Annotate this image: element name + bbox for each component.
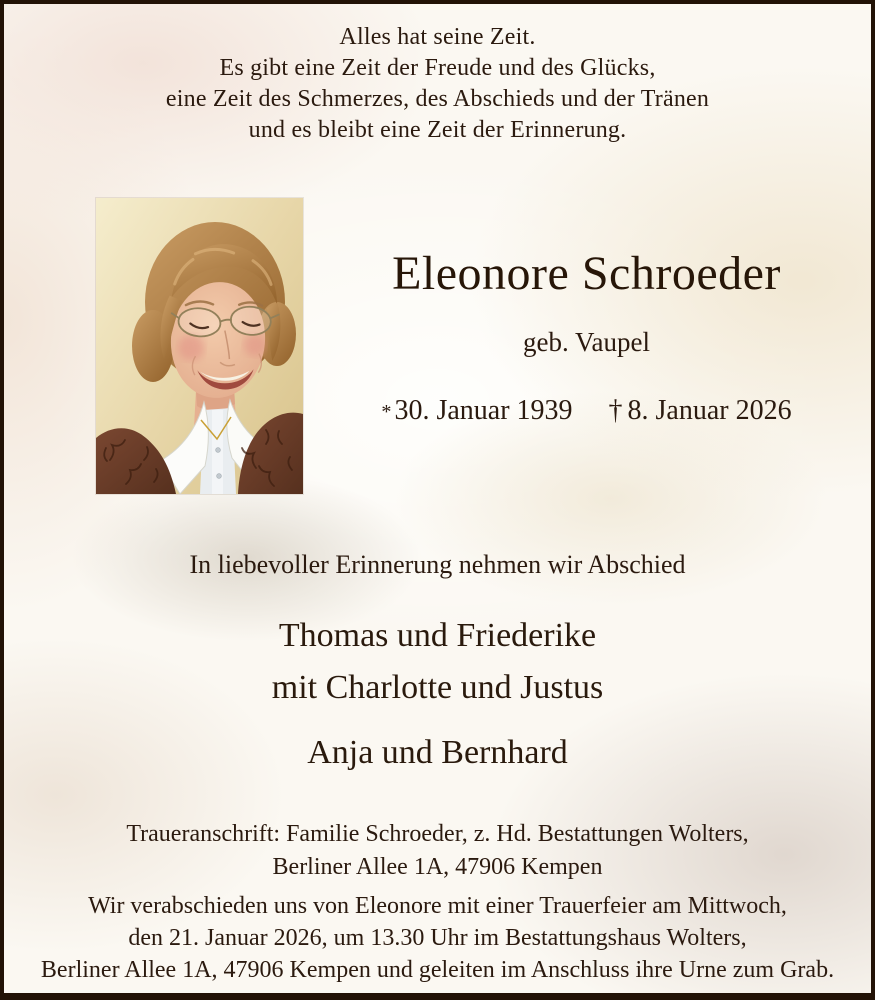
mourner-line: Anja und Bernhard: [307, 734, 568, 771]
death-cross-icon: †: [608, 394, 623, 426]
mourning-address-line: Traueranschrift: Familie Schroeder, z. Hd. Bestattungen Wolters,: [126, 821, 749, 847]
mourner-line: Thomas und Friederike: [278, 617, 597, 654]
maiden-name: geb. Vaupel: [523, 326, 650, 357]
life-dates: [334, 395, 839, 427]
funeral-info-line: Wir verabschieden uns von Eleonore mit einer Trauerfeier am Mittwoch,: [88, 893, 787, 919]
funeral-info: [4, 890, 871, 986]
poem-line: Es gibt eine Zeit der Freude und des Glücks,: [219, 55, 656, 81]
mourning-address: [4, 818, 871, 884]
deceased-name: Eleonore Schroeder: [392, 247, 781, 300]
mourners-block: [4, 616, 871, 773]
funeral-info-line: den 21. Januar 2026, um 13.30 Uhr im Bestattungshaus Wolters,: [128, 925, 747, 951]
mourner-line: mit Charlotte und Justus: [271, 669, 604, 706]
mourning-address-line: Berliner Allee 1A, 47906 Kempen: [272, 854, 603, 880]
poem-line: Alles hat seine Zeit.: [339, 24, 536, 50]
deceased-header: [334, 248, 839, 427]
birth-star-icon: *: [381, 400, 392, 423]
birth-date: 30. Januar 1939: [394, 394, 573, 426]
poem-line: und es bleibt eine Zeit der Erinnerung.: [248, 117, 627, 143]
portrait-photo: [96, 198, 303, 494]
farewell-line: In liebevoller Erinnerung nehmen wir Abschied: [189, 550, 686, 579]
funeral-info-line: Berliner Allee 1A, 47906 Kempen und geleiten im Anschluss ihre Urne zum Grab.: [40, 957, 835, 983]
memorial-poem: [4, 22, 871, 146]
poem-line: eine Zeit des Schmerzes, des Abschieds und der Tränen: [165, 86, 710, 112]
death-date: 8. Januar 2026: [627, 394, 792, 426]
